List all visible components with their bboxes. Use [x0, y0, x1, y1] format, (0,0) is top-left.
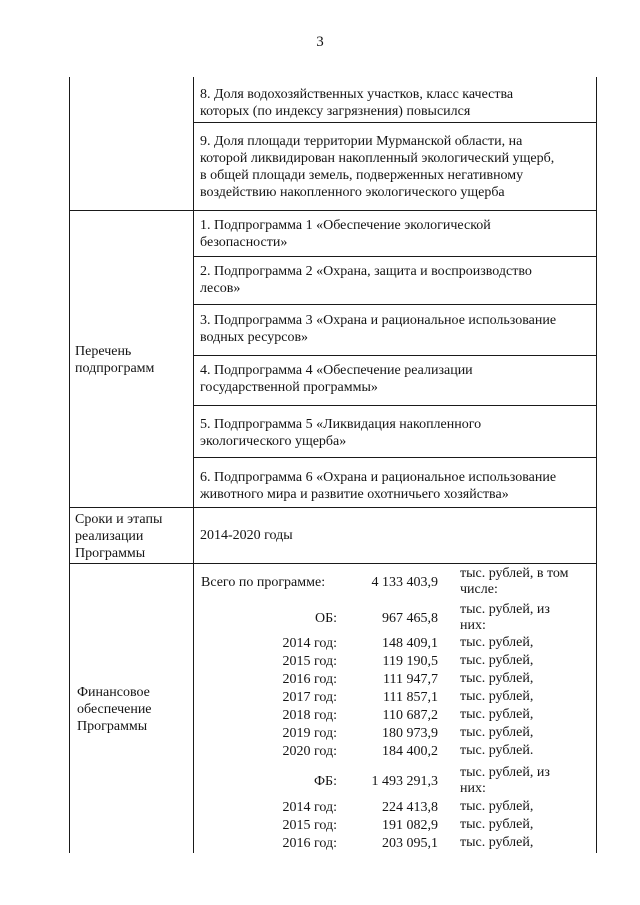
text-line: 5. Подпрограмма 5 «Ликвидация накопленного — [200, 417, 482, 432]
indicator-9 — [200, 133, 554, 201]
text-line: 9. Доля площади территории Мурманской области, на — [200, 134, 523, 149]
year-value: 111 947,7 — [383, 672, 438, 687]
year-label: 2019 год: — [282, 726, 337, 741]
year-unit: тыс. рублей, — [460, 799, 534, 814]
finance-total-value: 4 133 403,9 — [371, 575, 438, 590]
subprograms-label — [75, 343, 154, 377]
finance-fb-2014 — [195, 799, 595, 817]
table-border-right — [596, 77, 597, 853]
finance-ob-2015 — [195, 653, 595, 671]
subprogram-3 — [200, 312, 556, 346]
finance-label — [77, 684, 152, 735]
year-value: 119 190,5 — [382, 654, 438, 669]
year-label: 2018 год: — [282, 708, 337, 723]
text-line: которой ликвидирован накопленный экологический ущерб, — [200, 151, 555, 166]
finance-total-label: Всего по программе: — [201, 575, 326, 590]
finance-ob-2018 — [195, 707, 595, 725]
text-line: 8. Доля водохозяйственных участков, класс качества — [200, 87, 514, 102]
text-line: лесов» — [200, 281, 241, 296]
text-line: тыс. рублей, в том — [460, 566, 569, 581]
row-divider — [69, 210, 597, 211]
year-label: 2015 год: — [282, 818, 337, 833]
year-unit: тыс. рублей, — [460, 653, 534, 668]
text-line: них: — [460, 781, 486, 796]
finance-ob-2017 — [195, 689, 595, 707]
year-label: 2016 год: — [282, 836, 337, 851]
text-line: Программы — [77, 719, 148, 734]
row-divider — [69, 563, 597, 564]
year-label: 2020 год: — [282, 744, 337, 759]
text-line: обеспечение — [77, 702, 152, 717]
text-line: безопасности» — [200, 235, 288, 250]
text-line: 4. Подпрограмма 4 «Обеспечение реализации — [200, 363, 473, 378]
year-unit: тыс. рублей, — [460, 635, 534, 650]
year-value: 203 095,1 — [382, 836, 438, 851]
finance-ob-2016 — [195, 671, 595, 689]
year-label: 2014 год: — [282, 800, 337, 815]
row-divider — [193, 355, 597, 356]
text-line: государственной программы» — [200, 380, 378, 395]
finance-total-unit — [460, 566, 568, 598]
finance-fb-2016 — [195, 835, 595, 853]
text-line: воздействию накопленного экологического ущерба — [200, 185, 505, 200]
finance-ob-value: 967 465,8 — [382, 611, 438, 626]
text-line: животного мира и развитие охотничьего хозяйства» — [200, 487, 509, 502]
subprogram-4 — [200, 362, 473, 396]
table-border-left — [69, 77, 70, 853]
year-unit: тыс. рублей, — [460, 835, 534, 850]
year-value: 110 687,2 — [382, 708, 438, 723]
text-line: числе: — [460, 582, 498, 597]
subprogram-1 — [200, 217, 491, 251]
text-line: 3. Подпрограмма 3 «Охрана и рациональное использование — [200, 313, 557, 328]
text-line: подпрограмм — [75, 361, 155, 376]
year-value: 111 857,1 — [383, 690, 438, 705]
text-line: Программы — [75, 546, 146, 561]
row-divider — [193, 405, 597, 406]
text-line: тыс. рублей, из — [460, 765, 550, 780]
subprogram-6 — [200, 469, 556, 503]
page-number: 3 — [316, 34, 324, 50]
text-line: Финансовое — [77, 685, 150, 700]
finance-ob-2014 — [195, 635, 595, 653]
text-line: водных ресурсов» — [200, 330, 309, 345]
subprogram-2 — [200, 263, 532, 297]
year-label: 2016 год: — [282, 672, 337, 687]
year-unit: тыс. рублей, — [460, 671, 534, 686]
year-unit: тыс. рублей, — [460, 725, 534, 740]
text-line: экологического ущерба» — [200, 434, 347, 449]
finance-fb-unit — [460, 765, 550, 797]
finance-ob-row — [195, 602, 595, 633]
finance-total-row — [195, 566, 595, 597]
finance-fb-row — [195, 765, 595, 796]
finance-ob-unit — [460, 602, 550, 634]
text-line: которых (по индексу загрязнения) повысился — [200, 104, 471, 119]
year-value: 224 413,8 — [382, 800, 438, 815]
text-line: 2. Подпрограмма 2 «Охрана, защита и воспроизводство — [200, 264, 532, 279]
finance-ob-2019 — [195, 725, 595, 743]
text-line: 6. Подпрограмма 6 «Охрана и рациональное использование — [200, 470, 557, 485]
year-value: 184 400,2 — [382, 744, 438, 759]
year-unit: тыс. рублей, — [460, 707, 534, 722]
year-value: 148 409,1 — [382, 636, 438, 651]
text-line: в общей площади земель, подверженных негативному — [200, 168, 524, 183]
year-value: 180 973,9 — [382, 726, 438, 741]
indicator-8 — [200, 86, 513, 120]
terms-label — [75, 511, 162, 562]
text-line: 1. Подпрограмма 1 «Обеспечение экологической — [200, 218, 491, 233]
row-divider — [193, 256, 597, 257]
finance-fb-value: 1 493 291,3 — [371, 774, 438, 789]
year-label: 2017 год: — [282, 690, 337, 705]
finance-ob-2020 — [195, 743, 595, 761]
year-value: 191 082,9 — [382, 818, 438, 833]
row-divider — [193, 457, 597, 458]
row-divider — [69, 507, 597, 508]
subprogram-5 — [200, 416, 481, 450]
finance-ob-label: ОБ: — [314, 611, 337, 626]
year-label: 2014 год: — [282, 636, 337, 651]
terms-value: 2014-2020 годы — [200, 528, 293, 543]
year-label: 2015 год: — [282, 654, 337, 669]
text-line: них: — [460, 618, 486, 633]
year-unit: тыс. рублей. — [460, 743, 534, 758]
year-unit: тыс. рублей, — [460, 817, 534, 832]
text-line: Перечень — [75, 344, 132, 359]
text-line: тыс. рублей, из — [460, 602, 550, 617]
finance-fb-label: ФБ: — [314, 774, 337, 789]
text-line: реализации — [75, 529, 144, 544]
row-divider — [193, 122, 597, 123]
finance-fb-2015 — [195, 817, 595, 835]
row-divider — [193, 304, 597, 305]
table-column-divider — [193, 77, 194, 853]
text-line: Сроки и этапы — [75, 512, 163, 527]
year-unit: тыс. рублей, — [460, 689, 534, 704]
